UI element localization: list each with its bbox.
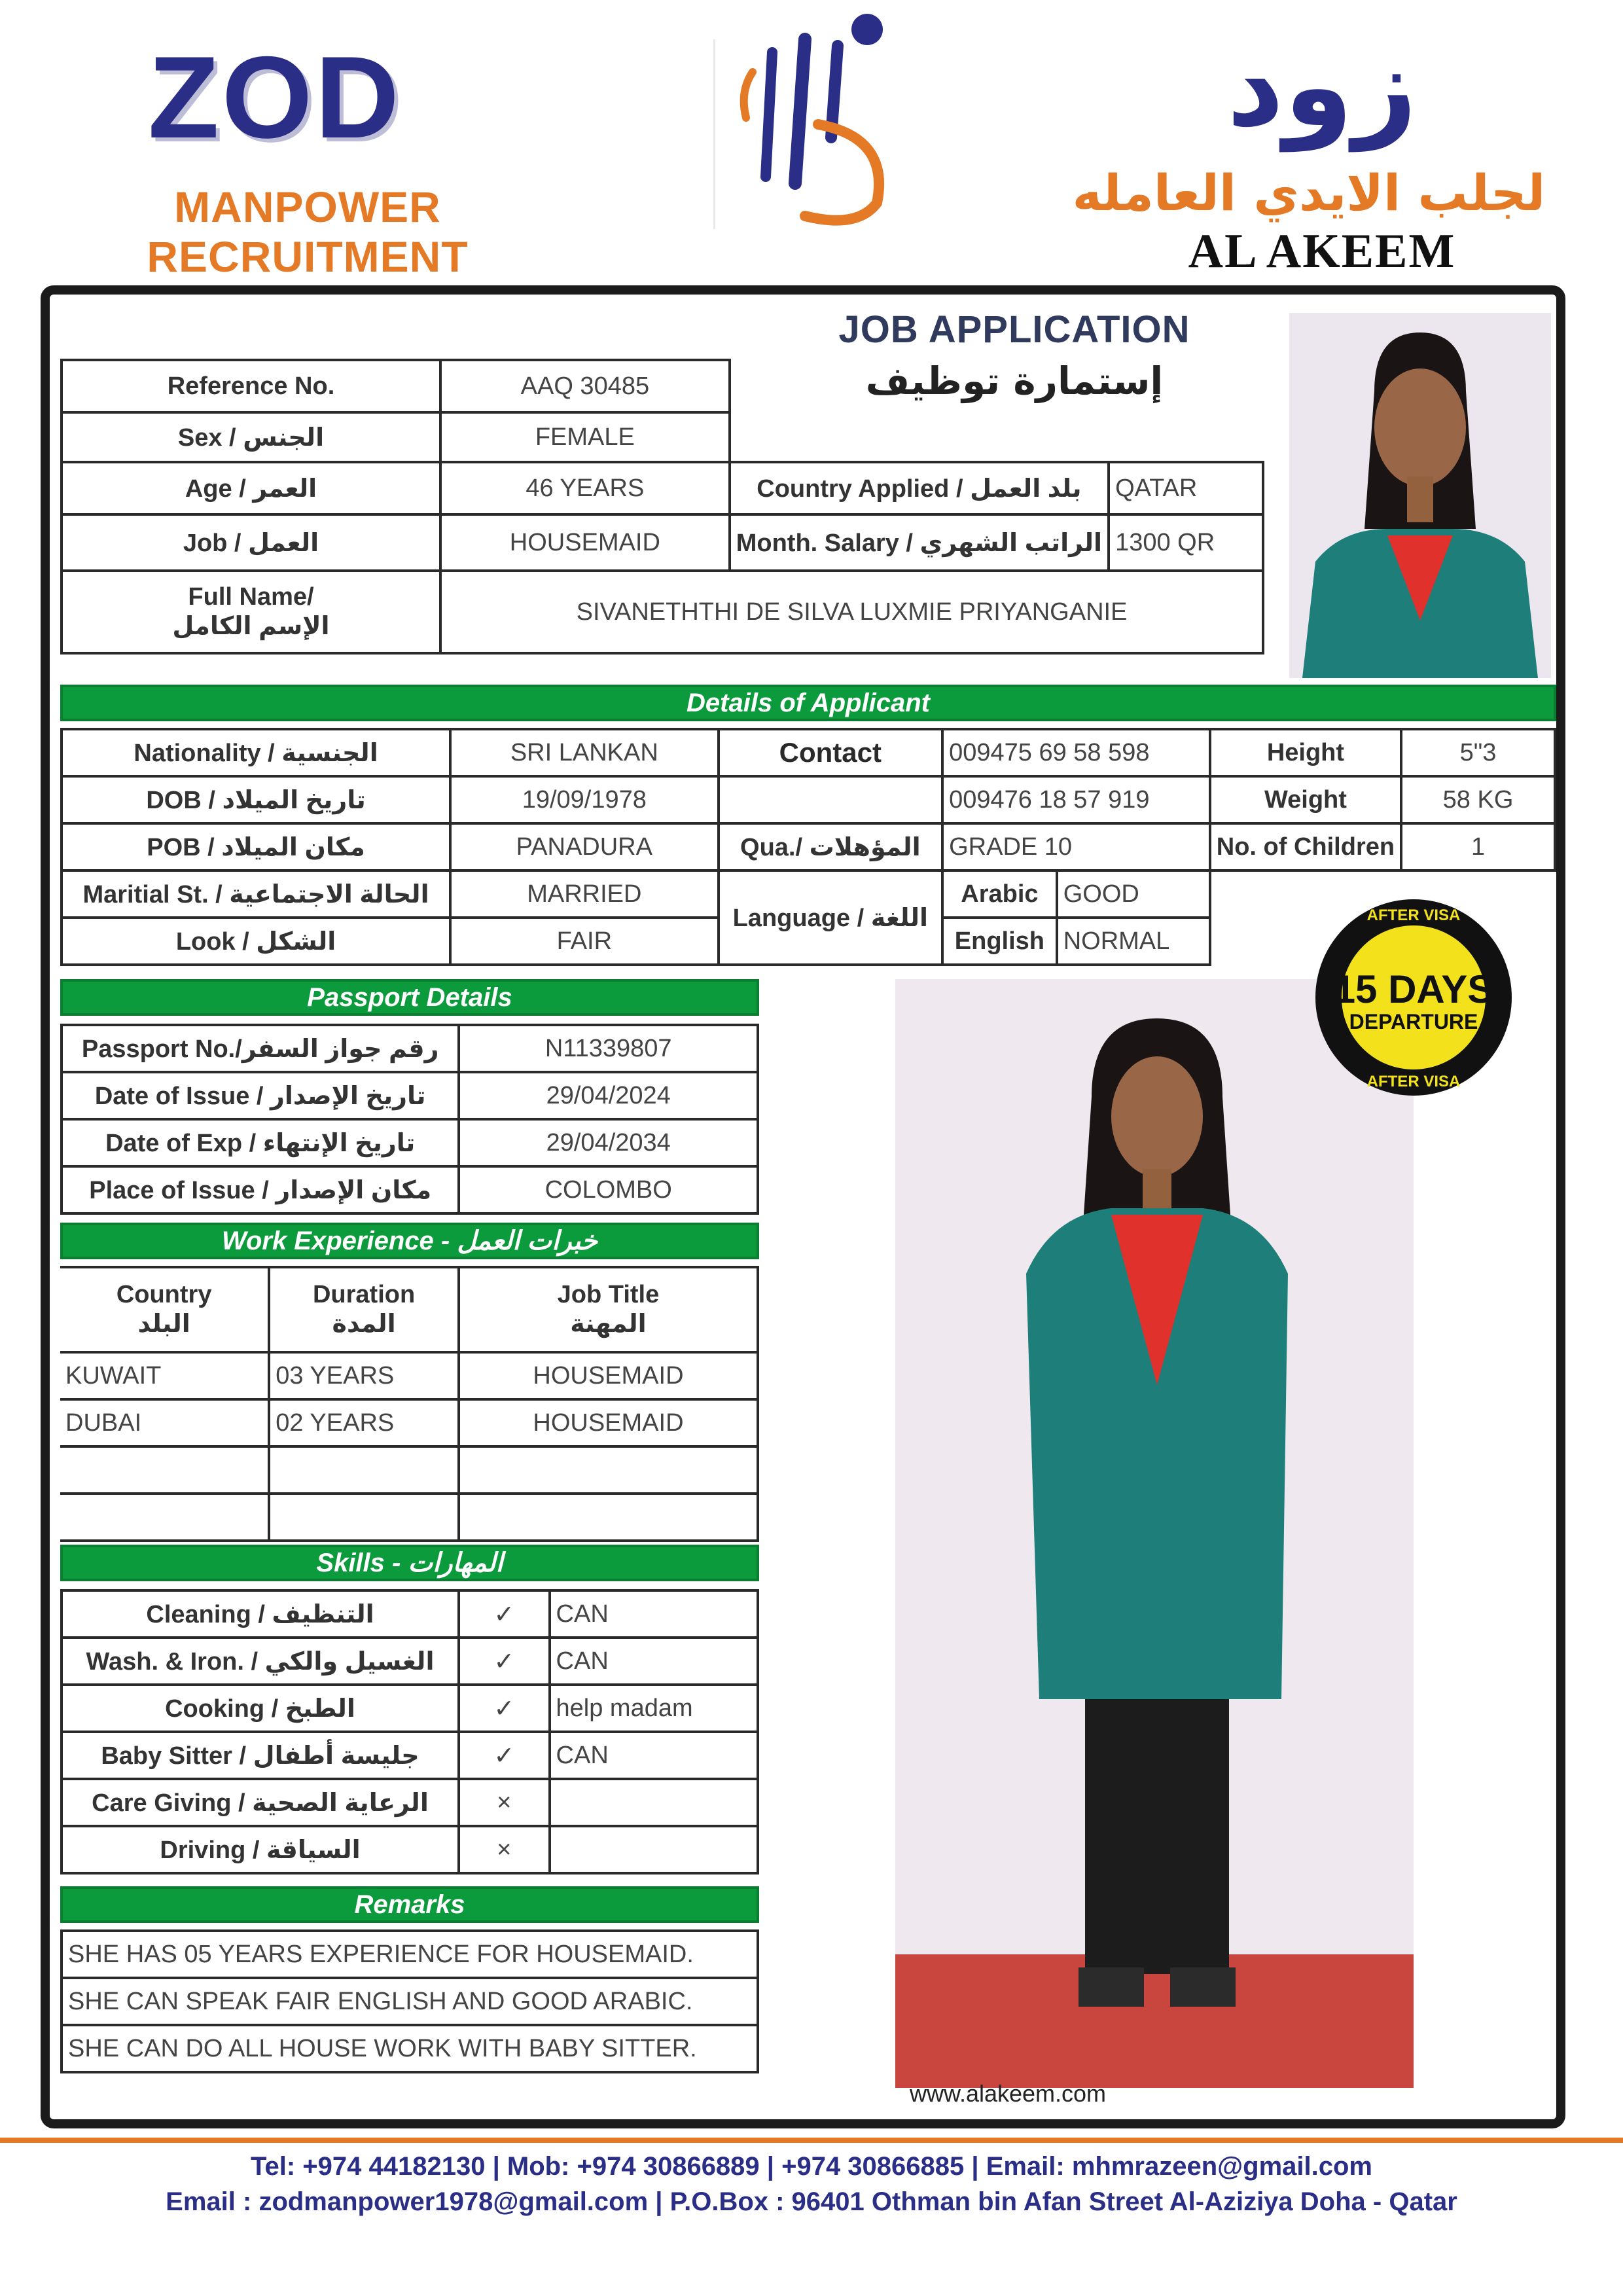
- exp-header-duration-ar: المدة: [332, 1310, 396, 1338]
- table-row: [60, 1352, 758, 1399]
- skill-value: CAN: [550, 1638, 758, 1685]
- skill-value: CAN: [550, 1590, 758, 1638]
- remark-line: SHE CAN DO ALL HOUSE WORK WITH BABY SITTER.: [62, 2025, 758, 2072]
- children-label: No. of Children: [1210, 823, 1401, 870]
- badge-bottom-text: AFTER VISA: [1366, 1073, 1461, 1090]
- skill-row: [62, 1732, 758, 1779]
- table-row: [60, 1494, 758, 1541]
- look-value: FAIR: [450, 918, 718, 965]
- skill-value: CAN: [550, 1732, 758, 1779]
- exp-country: [60, 1446, 269, 1494]
- form-title-arabic: إستمارة توظيف: [865, 359, 1164, 403]
- children-value: 1: [1401, 823, 1555, 870]
- exp-country: [60, 1494, 269, 1541]
- footer-contact-line-1: Tel: +974 44182130 | Mob: +974 30866889 | +974 30866885 | Email: mhmrazeen@gmail.com: [251, 2152, 1372, 2181]
- exp-date-value: 29/04/2034: [459, 1119, 758, 1166]
- exp-header-country-ar: البلد: [137, 1310, 190, 1338]
- form-title: JOB APPLICATION: [838, 308, 1190, 351]
- applicant-basic-table: [60, 359, 1264, 655]
- contact-1: 009475 69 58 598: [942, 729, 1210, 776]
- check-icon: ✓: [459, 1590, 550, 1638]
- sex-value: FEMALE: [440, 412, 730, 462]
- exp-header-title-ar: المهنة: [570, 1310, 647, 1338]
- arabic-value: GOOD: [1057, 870, 1210, 918]
- arabic-subtitle: لجلب الايدي العامله: [1072, 164, 1546, 222]
- pob-value: PANADURA: [450, 823, 718, 870]
- qualification-label: Qua./ المؤهلات: [719, 823, 943, 870]
- exp-header-duration-en: Duration: [312, 1281, 416, 1308]
- company-logo: [726, 7, 923, 229]
- exp-duration: [269, 1494, 459, 1541]
- job-label: Job / العمل: [62, 514, 440, 571]
- contact-label: Contact: [719, 729, 943, 776]
- departure-badge: [1309, 893, 1518, 1102]
- badge-top-text: AFTER VISA: [1366, 906, 1461, 924]
- nationality-value: SRI LANKAN: [450, 729, 718, 776]
- badge-main-text: 15 DAYS: [1333, 967, 1494, 1011]
- header-divider: [713, 39, 715, 229]
- marital-label: Maritial St. / الحالة الاجتماعية: [62, 870, 450, 918]
- salary-label: Month. Salary / الراتب الشهري: [730, 514, 1109, 571]
- skill-row: [62, 1638, 758, 1685]
- english-label: English: [942, 918, 1057, 965]
- job-value: HOUSEMAID: [440, 514, 730, 571]
- exp-duration: [269, 1446, 459, 1494]
- exp-duration: 02 YEARS: [269, 1399, 459, 1446]
- passport-no-value: N11339807: [459, 1025, 758, 1072]
- skill-label: Cooking / الطبخ: [62, 1685, 459, 1732]
- salary-value: 1300 QR: [1109, 514, 1263, 571]
- fullname-label-en: Full Name/: [188, 583, 314, 611]
- remark-line: SHE HAS 05 YEARS EXPERIENCE FOR HOUSEMAID.: [62, 1931, 758, 1978]
- qualification-value: GRADE 10: [942, 823, 1210, 870]
- skill-label: Cleaning / التنظيف: [62, 1590, 459, 1638]
- full-body-photo: [895, 979, 1414, 2088]
- table-row: [60, 1399, 758, 1446]
- brand-subtitle: MANPOWER RECRUITMENT: [147, 183, 469, 281]
- issue-date-label: Date of Issue / تاريخ الإصدار: [62, 1072, 459, 1119]
- exp-country: DUBAI: [60, 1399, 269, 1446]
- sex-label: Sex / الجنس: [62, 412, 440, 462]
- passport-bar: Passport Details: [60, 979, 759, 1016]
- cross-icon: ×: [459, 1779, 550, 1826]
- reference-label: Reference No.: [62, 360, 440, 412]
- cross-icon: ×: [459, 1826, 550, 1873]
- experience-bar: Work Experience - خبرات العمل: [60, 1223, 759, 1259]
- country-applied-label: Country Applied / بلد العمل: [730, 462, 1109, 514]
- weight-value: 58 KG: [1401, 776, 1555, 823]
- skill-value: [550, 1779, 758, 1826]
- exp-title: [459, 1446, 758, 1494]
- passport-no-label: Passport No./رقم جواز السفر: [62, 1025, 459, 1072]
- details-bar: Details of Applicant: [60, 685, 1556, 721]
- check-icon: ✓: [459, 1685, 550, 1732]
- look-label: Look / الشكل: [62, 918, 450, 965]
- exp-header-title: [459, 1267, 758, 1352]
- age-value: 46 YEARS: [440, 462, 730, 514]
- arabic-label: Arabic: [942, 870, 1057, 918]
- company-name: AL AKEEM: [1188, 224, 1456, 278]
- passport-table: [60, 1024, 759, 1215]
- fullname-label: [62, 571, 440, 653]
- country-applied-value: QATAR: [1109, 462, 1263, 514]
- height-label: Height: [1210, 729, 1401, 776]
- exp-title: [459, 1494, 758, 1541]
- place-of-issue-label: Place of Issue / مكان الإصدار: [62, 1166, 459, 1213]
- fullname-value: SIVANETHTHI DE SILVA LUXMIE PRIYANGANIE: [440, 571, 1263, 653]
- arabic-brand: زود: [1226, 22, 1418, 152]
- footer-contact-line-2: Email : zodmanpower1978@gmail.com | P.O.Box : 96401 Othman bin Afan Street Al-Aziziya Doha - Qatar: [166, 2187, 1457, 2216]
- skill-label: Driving / السياقة: [62, 1826, 459, 1873]
- remark-line: SHE CAN SPEAK FAIR ENGLISH AND GOOD ARABIC.: [62, 1978, 758, 2025]
- exp-title: HOUSEMAID: [459, 1352, 758, 1399]
- language-label: Language / اللغة: [719, 870, 943, 965]
- english-value: NORMAL: [1057, 918, 1210, 965]
- exp-header-title-en: Job Title: [557, 1281, 660, 1308]
- contact-2: 009476 18 57 919: [942, 776, 1210, 823]
- place-of-issue-value: COLOMBO: [459, 1166, 758, 1213]
- portrait-photo: [1289, 313, 1551, 678]
- check-icon: ✓: [459, 1732, 550, 1779]
- exp-date-label: Date of Exp / تاريخ الإنتهاء: [62, 1119, 459, 1166]
- age-label: Age / العمر: [62, 462, 440, 514]
- exp-duration: 03 YEARS: [269, 1352, 459, 1399]
- skill-label: Care Giving / الرعاية الصحية: [62, 1779, 459, 1826]
- height-value: 5"3: [1401, 729, 1555, 776]
- skill-value: [550, 1826, 758, 1873]
- brand-title: ZOD: [148, 32, 402, 162]
- exp-title: HOUSEMAID: [459, 1399, 758, 1446]
- reference-value: AAQ 30485: [440, 360, 730, 412]
- dob-value: 19/09/1978: [450, 776, 718, 823]
- skills-bar: Skills - المهارات: [60, 1545, 759, 1581]
- issue-date-value: 29/04/2024: [459, 1072, 758, 1119]
- weight-label: Weight: [1210, 776, 1401, 823]
- skill-row: [62, 1779, 758, 1826]
- skill-label: Wash. & Iron. / الغسيل والكي: [62, 1638, 459, 1685]
- website-link[interactable]: www.alakeem.com: [909, 2080, 1107, 2107]
- skill-row: [62, 1590, 758, 1638]
- skill-row: [62, 1685, 758, 1732]
- exp-header-country-en: Country: [116, 1281, 212, 1308]
- exp-header-country: [60, 1267, 269, 1352]
- badge-sub-text: DEPARTURE: [1349, 1010, 1478, 1033]
- marital-value: MARRIED: [450, 870, 718, 918]
- exp-header-duration: [269, 1267, 459, 1352]
- footer-divider: [0, 2138, 1623, 2143]
- nationality-label: Nationality / الجنسية: [62, 729, 450, 776]
- check-icon: ✓: [459, 1638, 550, 1685]
- exp-country: KUWAIT: [60, 1352, 269, 1399]
- fullname-label-ar: الإسم الكامل: [172, 613, 330, 640]
- pob-label: POB / مكان الميلاد: [62, 823, 450, 870]
- remarks-table: [60, 1929, 759, 2073]
- skills-table: [60, 1589, 759, 1874]
- skill-label: Baby Sitter / جليسة أطفال: [62, 1732, 459, 1779]
- table-row: [60, 1446, 758, 1494]
- remarks-bar: Remarks: [60, 1886, 759, 1923]
- skill-value: help madam: [550, 1685, 758, 1732]
- experience-table: [60, 1266, 759, 1542]
- skill-row: [62, 1826, 758, 1873]
- dob-label: DOB / تاريخ الميلاد: [62, 776, 450, 823]
